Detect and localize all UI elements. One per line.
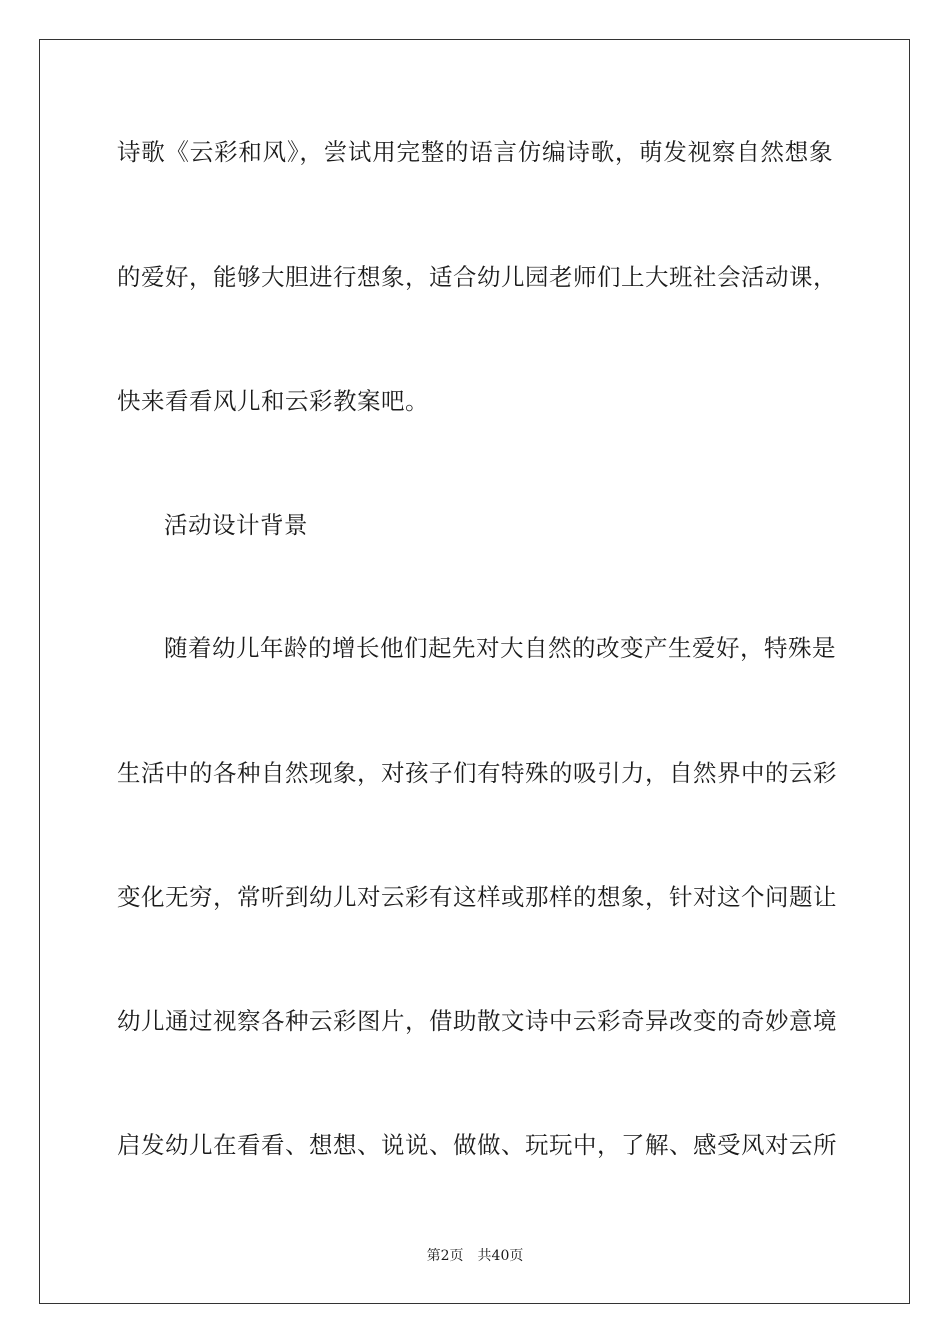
page-number: 第2页 — [426, 1248, 464, 1264]
paragraph-line: 的爱好，能够大胆进行想象，适合幼儿园老师们上大班社会活动课， — [117, 263, 837, 291]
paragraph-line: 生活中的各种自然现象，对孩子们有特殊的吸引力，自然界中的云彩 — [117, 759, 837, 787]
page-border — [39, 39, 910, 1304]
paragraph-line: 快来看看风儿和云彩教案吧。 — [117, 387, 429, 415]
section-heading: 活动设计背景 — [164, 511, 308, 539]
paragraph-line: 启发幼儿在看看、想想、说说、做做、玩玩中，了解、感受风对云所 — [117, 1131, 837, 1159]
page-total: 共40页 — [477, 1248, 524, 1264]
paragraph-line: 变化无穷，常听到幼儿对云彩有这样或那样的想象，针对这个问题让 — [117, 883, 837, 911]
paragraph-line: 幼儿通过视察各种云彩图片，借助散文诗中云彩奇异改变的奇妙意境 — [117, 1007, 837, 1035]
page-footer — [0, 1247, 950, 1265]
paragraph-line: 随着幼儿年龄的增长他们起先对大自然的改变产生爱好，特殊是 — [164, 634, 836, 662]
paragraph-line: 诗歌《云彩和风》，尝试用完整的语言仿编诗歌，萌发视察自然想象 — [117, 138, 833, 166]
